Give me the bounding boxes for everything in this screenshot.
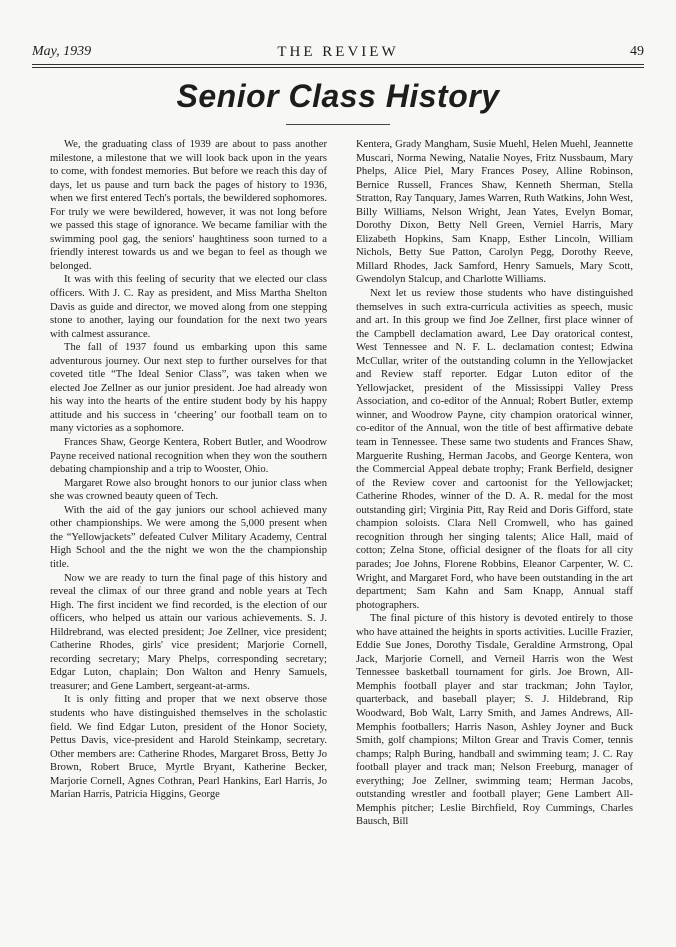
- paragraph-continued: Kentera, Grady Mangham, Susie Muehl, Helen Muehl, Jeannette Muscari, Norma Newing, Natalie Noyes, Fritz Nussbaum, Mary Phelps, Alice Piel, Mary Frances Posey, Alline Robinson, Bernice Russell, Frances Shaw, Kenneth Sherman, Stella Stratton, Ray Tanquary, James Warren, Ruth Watkins, John West, Billy Williams, Nelson Wright, Jean Yates, Evelyn Bomar, Dorothy Dixon, Betty Nell Green, Verniel Harris, Mary Elizabeth Hopkins, Sam Knapp, Esther Lincoln, William Nichols, Betty Sue Patton, Carolyn Pegg, Dorothy Reeve, Millard Rhodes, Jack Samford, Henry Samuels, Mary Scott, Gwendolyn Stalcup, and Charlotte Williams.: [356, 139, 633, 286]
- paragraph: Now we are ready to turn the final page of this history and reveal the climax of our three grand and noble years at Tech High. The first incident we find recorded, is the election of our officers, who helped us attain our various achievements. S. J. Hildrebrand, was elected president; Joe Zellner, vice president; Catherine Rhodes, girls' vice president; Marjorie Cornell, recording secretary; Mary Phelps, corresponding secretary; Edgar Luton, chaplain; Don Walton and Henry Samuels, treasurer; and Gene Lambert, sergeant-at-arms.: [50, 572, 327, 692]
- paragraph: We, the graduating class of 1939 are about to pass another milestone, a milestone that we will look back upon in the years to come, with fondest memories. But before we reach this day of days, let us pause and turn back the pages of history to 1936, when we first entered Tech's portals, the bewildered sophomores. For truly we were bewildered, however, it was not long before we passed this stage of ignorance. We became familiar with the swimming pool gag, the seniors' haughtiness soon turned to a friendly interest towards us and we began to feel as though we belonged.: [50, 139, 327, 272]
- header-rule-lower: [32, 67, 644, 68]
- paragraph: Next let us review those students who have distinguished themselves in such extra-curricula activities as speech, music and art. In this group we find Joe Zellner, first place winner of the Campbell declamation award, Lee Day oratorical contest, West Tennessee and N. F. L. declamation contest; Edwina McCullar, writer of the outstanding column in the Yellowjacket and Review staff reporter. Edgar Luton editor of the Yellowjacket, president of the Mississippi Valley Press Association, and co-editor of the Annual; Robert Butler, extemp winner, and Woodrow Payne, city champion oratorical winner, co-editor of the Annual, won the title of best affirmative debate team in Tennessee. These same two students and Frances Shaw, Marguerite Rushing, Herman Jacobs, and George Kentera, won the Commercial Appeal debate trophy; Frank Berfield, designer of the Review cover and cartoonist for the Yellowjacket; Catherine Rhodes, winner of the D. A. R. medal for the most outstanding girl; Virginia Pitt, Ray Reid and Doris Gifford, state champion soloists. Clara Nell Cromwell, who has gained recognition through her singing talents; Alice Hall, maid of cotton; Zelna Stone, official designer of the floats for all city parades; Joe Johns, Florene Robbins, Eleanor Carpenter, W. C. Wright, and Margaret Ford, who have been outstanding in the art department; Sam Kahn and Sam Knapp, Annual staff photographers.: [356, 288, 633, 611]
- paragraph: Frances Shaw, George Kentera, Robert Butler, and Woodrow Payne received national recognition when they won the southern debating championship and a trip to Wooster, Ohio.: [50, 437, 327, 476]
- header-rule: [32, 64, 644, 65]
- right-column: [356, 138, 633, 829]
- paragraph: The fall of 1937 found us embarking upon this same adventurous journey. Our next step to further ourselves for that coveted title “The Ideal Senior Class”, was taken when we elected Joe Zellner as our junior president. Joe had already won his way into the hearts of the entire student body by his happy attitude and his success in ‘cheering’ our football team on to many victories as a sophomore.: [50, 342, 327, 435]
- issue-date: May, 1939: [32, 44, 92, 59]
- left-column: [50, 138, 327, 802]
- paragraph: The final picture of this history is devoted entirely to those who have attained the heights in sports activities. Lucille Frazier, Eddie Sue Jones, Dorothy Tisdale, Geraldine Armstrong, Opal Jack, Marjorie Cornell, and Verneil Harris won the West Tennessee basketball tournament for girls. Joe Brown, All-Memphis football player and star trackman; John Taylor, quarterback, and baseball player; S. J. Hildebrand, Rip Woodward, Bob Walt, Larry Smith, and James Andrews, All-Memphis footballers; Harris Nason, Ashley Joyner and Buck Smith, golf champions; Milton Grear and Travis Comer, tennis champs; Ralph Buring, handball and swimming team; J. C. Ray football player and track man; Nelson Freeburg, manager of everything; Joe Zellner, swimming team; Herman Jacobs, outstanding wrestler and football player; Gene Lambert All-Memphis pitcher; Leslie Birchfield, Roy Cummings, Charles Bausch, Bill: [356, 613, 633, 828]
- title-underline: [286, 124, 390, 125]
- paragraph: It was with this feeling of security that we elected our class officers. With J. C. Ray as president, and Miss Martha Shelton Davis as guide and director, we moved along from one stepping stone to another, laying our foundation for the next two years with calmest assurance.: [50, 274, 327, 340]
- paragraph: With the aid of the gay juniors our school achieved many other championships. We were among the 5,000 present when the “Yellowjackets” defeated Culver Military Academy, Central High School and the the night we won the the championship title.: [50, 504, 327, 570]
- paragraph: Margaret Rowe also brought honors to our junior class when she was crowned beauty queen of Tech.: [50, 477, 327, 503]
- paragraph: It is only fitting and proper that we next observe those students who have distinguished themselves in the scholastic field. We find Edgar Luton, president of the Honor Society, Pettus Davis, vice-president and Harold Steinkamp, secretary. Other members are: Catherine Rhodes, Margaret Bross, Betty Jo Brown, Robert Bruce, Myrtle Bryant, Katherine Becker, Marjorie Cornell, Agnes Cothran, Pearl Hankins, Earl Harris, Jo Marian Harris, Patricia Higgins, George: [50, 694, 327, 801]
- publication-name: THE REVIEW: [277, 44, 399, 60]
- page-header: [32, 44, 644, 64]
- article-title: Senior Class History: [176, 78, 500, 114]
- page-number: 49: [630, 44, 644, 59]
